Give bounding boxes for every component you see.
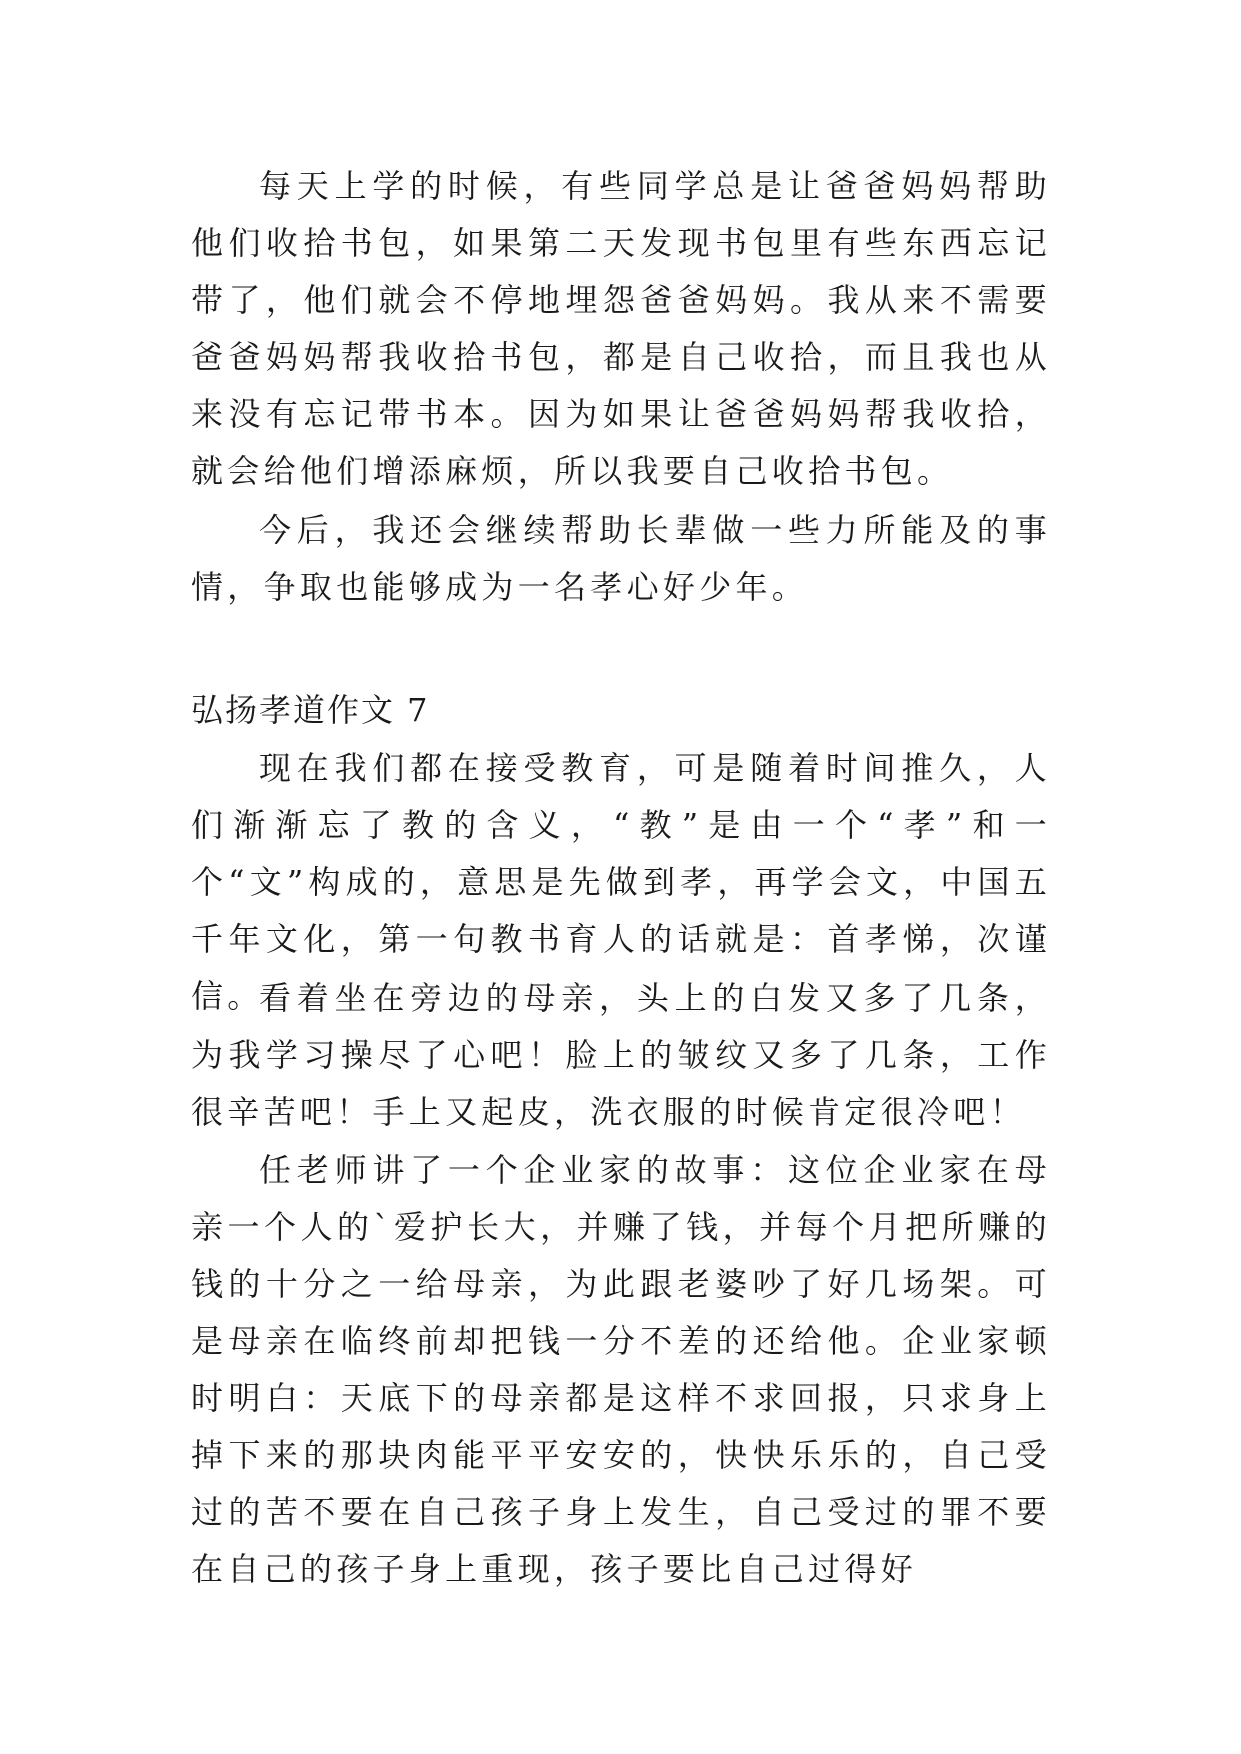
paragraph-school-bag: 每天上学的时候，有些同学总是让爸爸妈妈帮助他们收拾书包，如果第二天发现书包里有些东西忘记带了，他们就会不停地埋怨爸爸妈妈。我从来不需要爸爸妈妈帮我收拾书包，都是自己收拾，而且我也从来没有忘记带书本。因为如果让爸爸妈妈帮我收拾，就会给他们增添麻烦，所以我要自己收拾书包。 bbox=[191, 167, 1051, 490]
paragraph-education-meaning: 现在我们都在接受教育，可是随着时间推久，人们渐渐忘了教的含义，“教”是由一个“孝”和一个“文”构成的，意思是先做到孝，再学会文，中国五千年文化，第一句教书育人的话就是：首孝悌，次谨信。 bbox=[191, 749, 1051, 1015]
paragraph-entrepreneur-story: 任老师讲了一个企业家的故事：这位企业家在母亲一个人的`爱护长大，并赚了钱，并每个月把所赚的钱的十分之一给母亲，为此跟老婆吵了好几场架。可是母亲在临终前却把钱一分不差的还给他。企业家顿时明白：天底下的母亲都是这样不求回报，只求身上掉下来的那块肉能平平安安的，快快乐乐的，自己受过的苦不要在自己孩子身上发生，自己受过的罪不要在自己的孩子身上重现，孩子要比自己过得好 bbox=[191, 1151, 1051, 1588]
section-title: 弘扬孝道作文 7 bbox=[191, 691, 430, 729]
paragraph-mother: 看着坐在旁边的母亲，头上的白发又多了几条，为我学习操尽了心吧！脸上的皱纹又多了几条，工作很辛苦吧！手上又起皮，洗衣服的时候肯定很冷吧！ bbox=[191, 979, 1051, 1131]
paragraph-resolution: 今后，我还会继续帮助长辈做一些力所能及的事情，争取也能够成为一名孝心好少年。 bbox=[191, 511, 1051, 606]
